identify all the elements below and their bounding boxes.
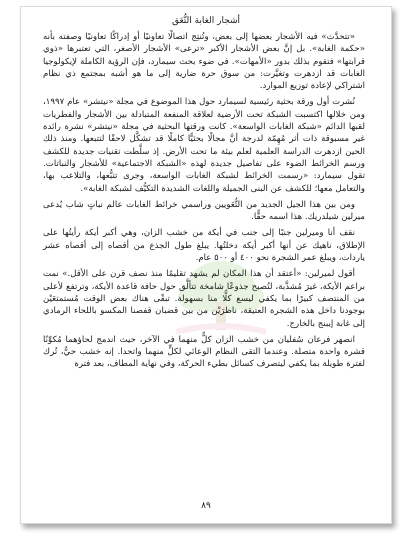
paragraph: ومن بين هذا الجيل الجديد من التُّعَويين وراسمي خرائط الغابات عالم نباتٍ شاب يُدعى ميرلين شيلدريك. هذا اسمه حقًّا. (43, 199, 365, 223)
paragraph: انصهر فرعان سُفليان من خشب الزان كلٌّ منهما في الآخر، حيث اندمج لحاؤهما مُكوِّنًا قشرة واحدة متصلة. وعندما التقى النظام الوعائي لكلٍّ منهما واتحدا. إنه خشب حيٌّ، تُرك لفترة طويلة بما يكفي ليتصرف كسائل بطيء الحركة، وفي نهاية المطاف، بعد فترة (43, 334, 365, 370)
paragraph: «تتحدَّث» فيه الأشجار بعضها إلى بعض، وتُنتِج اتصالًا تعاونيًا أو إدراكًا تعاونيًا وصفته بأنه «حكمة الغابة». بل إنَّ بعض الأشجار الأكبر «ترعى» الأشجار الأصغر، التي تعتبرها «ذوي قرابتها» فتقوم بذلك بدور «الأمهات». في ضوء بحث سيمارد، فإن الرؤية الكاملة لإيكولوجيا الغابات قد ازدهرت وتغيَّرت: من سوق حرة ضارية إلى ما هو أشبه بمجتمع ذي نظام اشتراكي لإعادة توزيع الموارد. (43, 32, 365, 92)
paragraph: نقف أنا وميرلين جنبًا إلى جنب في أيكة من خشب الزان، وهي أكبر أيكة رأيتُها على الإطلاق، ناهيك عن أنها أكبر أيكة دخلتُها. يبلغ طول الجذع من أقصاه إلى أقصاه عشر ياردات، ويبلغ عمر الشجرة نحو ٤٠٠ أو ٥٠٠ عام. (43, 228, 365, 264)
book-page (20, 6, 392, 524)
running-header: أشجار الغابة التُّعَق (171, 16, 241, 26)
page-number: ٨٩ (201, 501, 211, 511)
body-text (43, 31, 365, 373)
paragraph: أقول لميرلين: «أعتقد أن هذا المكان لم يشهد تقليمًا منذ نصف قرن على الأقل.» نمت براعم الأيكة، غيرَ مُشذَّبة، لتُصبح جذوعًا شامخة تتألَّق حول حافة قاعدة الأيكة، وترتفع لأعلى من المنتصف كبيرًا بما يكفي ليسع كلًّا منا بسهولة. تبقّى هناك بعض الوقت مُستمتعَيْن بوجودنا داخل هذه الشجرة العتيقة، ناظرَيْن من بين قضبان قفصنا المكسو باللحاء الرمادي إلى غابة إيبنج بالخارج. (43, 269, 365, 329)
paragraph: نُشرت أول ورقة بحثية رئيسية لسيمارد حول هذا الموضوع في مجلة «نيتشر» عام ١٩٩٧، ومن خلالها اكتسبت الشبكة تحت الأرضية لعلاقة المنفعة المتبادلة بين الأشجار والفطريات لقبها الدائم «شبكة الغابات الواسعة». كانت ورقتها البحثية في مجلة «نيتشر» نشرة رائدة غير مسبوقة ذات أثر مُهِمّة لدرجة أنَّ مجالًا بحثيًّا كاملًا قد تشكَّل لاحقًا لتتبعها. ومنذ ذلك الحين ازدهرت الدراسة العلمية لعلم بيئة ما تحت الأرض. إذ سلَّطت تقنيات جديدة للكشف ورسم الخرائط الضوء على تفاصيل جديدة لهذه «الشبكة الاجتماعية» للأشجار والنباتات. تقول سيمارد: «رسمت الخرائط لشبكة الغابات الواسعة، وجرى تتبُّعها، والتلاعب بها، والتعامل معها؛ للكشف عن البنى الجميلة واللغات الشديدة التكيُّف لشبكة الغابة». (43, 97, 365, 194)
